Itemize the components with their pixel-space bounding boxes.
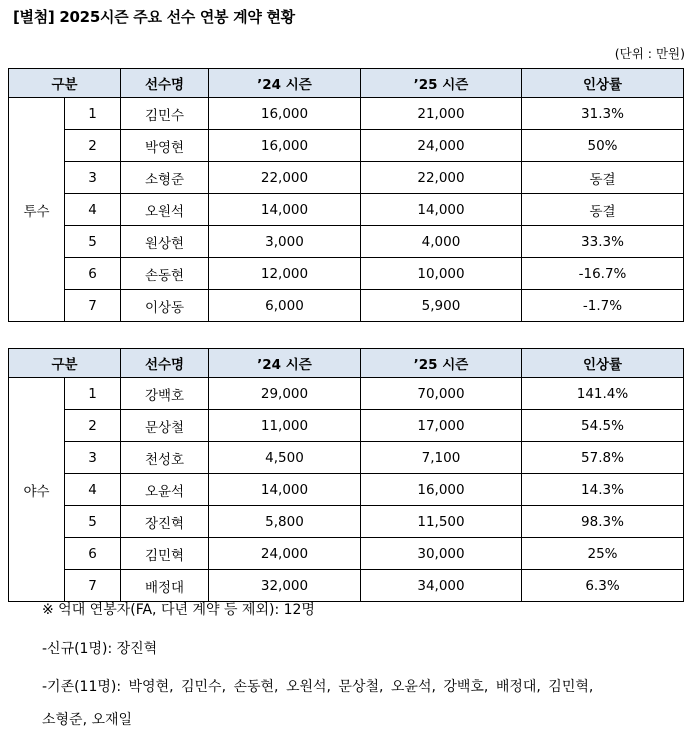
player-name: 소형준 [121,162,209,194]
table-row [9,194,684,226]
salary-2025: 70,000 [361,378,522,410]
header-2024: ’24 시즌 [209,349,361,378]
header-2024: ’24 시즌 [209,69,361,98]
header-name: 선수명 [121,69,209,98]
player-name: 박영현 [121,130,209,162]
salary-2025: 16,000 [361,474,522,506]
table-header-row [9,349,684,378]
salary-2025: 21,000 [361,98,522,130]
note-existing-players: -기존(11명): 박영현, 김민수, 손동현, 오원석, 문상철, 오윤석, 강백호, 배정대, 김민혁, [42,679,594,695]
raise-rate: -1.7% [522,290,684,322]
note-existing-players-cont: 소형준, 오재일 [42,712,133,728]
player-name: 손동현 [121,258,209,290]
row-number: 2 [65,130,121,162]
raise-rate: 57.8% [522,442,684,474]
fielder-salary-table [8,348,684,602]
salary-2025: 4,000 [361,226,522,258]
salary-2025: 17,000 [361,410,522,442]
note-high-salary-count: ※ 억대 연봉자(FA, 다년 계약 등 제외): 12명 [42,602,315,618]
table-row [9,506,684,538]
row-number: 3 [65,442,121,474]
salary-2025: 7,100 [361,442,522,474]
salary-2024: 16,000 [209,130,361,162]
row-number: 6 [65,258,121,290]
raise-rate: 25% [522,538,684,570]
salary-2024: 16,000 [209,98,361,130]
table-row [9,290,684,322]
salary-2024: 22,000 [209,162,361,194]
unit-label: (단위 : 만원) [614,46,685,61]
player-name: 배정대 [121,570,209,602]
salary-2024: 14,000 [209,474,361,506]
note-new-players: -신규(1명): 장진혁 [42,641,158,657]
header-rate: 인상률 [522,349,684,378]
table-row [9,378,684,410]
player-name: 오윤석 [121,474,209,506]
row-number: 5 [65,226,121,258]
raise-rate: 98.3% [522,506,684,538]
player-name: 이상동 [121,290,209,322]
row-number: 2 [65,410,121,442]
table-row [9,130,684,162]
player-name: 김민혁 [121,538,209,570]
salary-2024: 29,000 [209,378,361,410]
player-name: 오원석 [121,194,209,226]
row-number: 6 [65,538,121,570]
category-cell: 야수 [9,378,65,602]
table-row [9,570,684,602]
salary-2025: 14,000 [361,194,522,226]
player-name: 문상철 [121,410,209,442]
row-number: 7 [65,570,121,602]
player-name: 천성호 [121,442,209,474]
header-2025: ’25 시즌 [361,349,522,378]
header-category: 구분 [9,69,121,98]
header-2025: ’25 시즌 [361,69,522,98]
row-number: 5 [65,506,121,538]
salary-2024: 4,500 [209,442,361,474]
header-rate: 인상률 [522,69,684,98]
salary-2024: 14,000 [209,194,361,226]
salary-2024: 32,000 [209,570,361,602]
salary-2024: 11,000 [209,410,361,442]
raise-rate: 14.3% [522,474,684,506]
category-cell: 투수 [9,98,65,322]
raise-rate: 54.5% [522,410,684,442]
raise-rate: -16.7% [522,258,684,290]
row-number: 3 [65,162,121,194]
salary-2025: 10,000 [361,258,522,290]
salary-2024: 24,000 [209,538,361,570]
salary-2025: 11,500 [361,506,522,538]
salary-2025: 5,900 [361,290,522,322]
player-name: 원상현 [121,226,209,258]
raise-rate: 동결 [522,162,684,194]
player-name: 강백호 [121,378,209,410]
player-name: 김민수 [121,98,209,130]
raise-rate: 33.3% [522,226,684,258]
row-number: 4 [65,194,121,226]
table-row [9,162,684,194]
table-row [9,98,684,130]
raise-rate: 동결 [522,194,684,226]
table-row [9,538,684,570]
salary-2024: 3,000 [209,226,361,258]
row-number: 1 [65,98,121,130]
table-row [9,226,684,258]
header-name: 선수명 [121,349,209,378]
salary-2025: 22,000 [361,162,522,194]
salary-2024: 12,000 [209,258,361,290]
header-category: 구분 [9,349,121,378]
table-row [9,258,684,290]
raise-rate: 141.4% [522,378,684,410]
raise-rate: 31.3% [522,98,684,130]
raise-rate: 50% [522,130,684,162]
row-number: 1 [65,378,121,410]
table-header-row [9,69,684,98]
table-row [9,474,684,506]
salary-2025: 24,000 [361,130,522,162]
document-title: [별첨] 2025시즌 주요 선수 연봉 계약 현황 [13,8,295,26]
salary-2025: 34,000 [361,570,522,602]
salary-2025: 30,000 [361,538,522,570]
salary-2024: 6,000 [209,290,361,322]
raise-rate: 6.3% [522,570,684,602]
table-row [9,410,684,442]
table-row [9,442,684,474]
row-number: 4 [65,474,121,506]
salary-2024: 5,800 [209,506,361,538]
row-number: 7 [65,290,121,322]
player-name: 장진혁 [121,506,209,538]
pitcher-salary-table [8,68,684,322]
